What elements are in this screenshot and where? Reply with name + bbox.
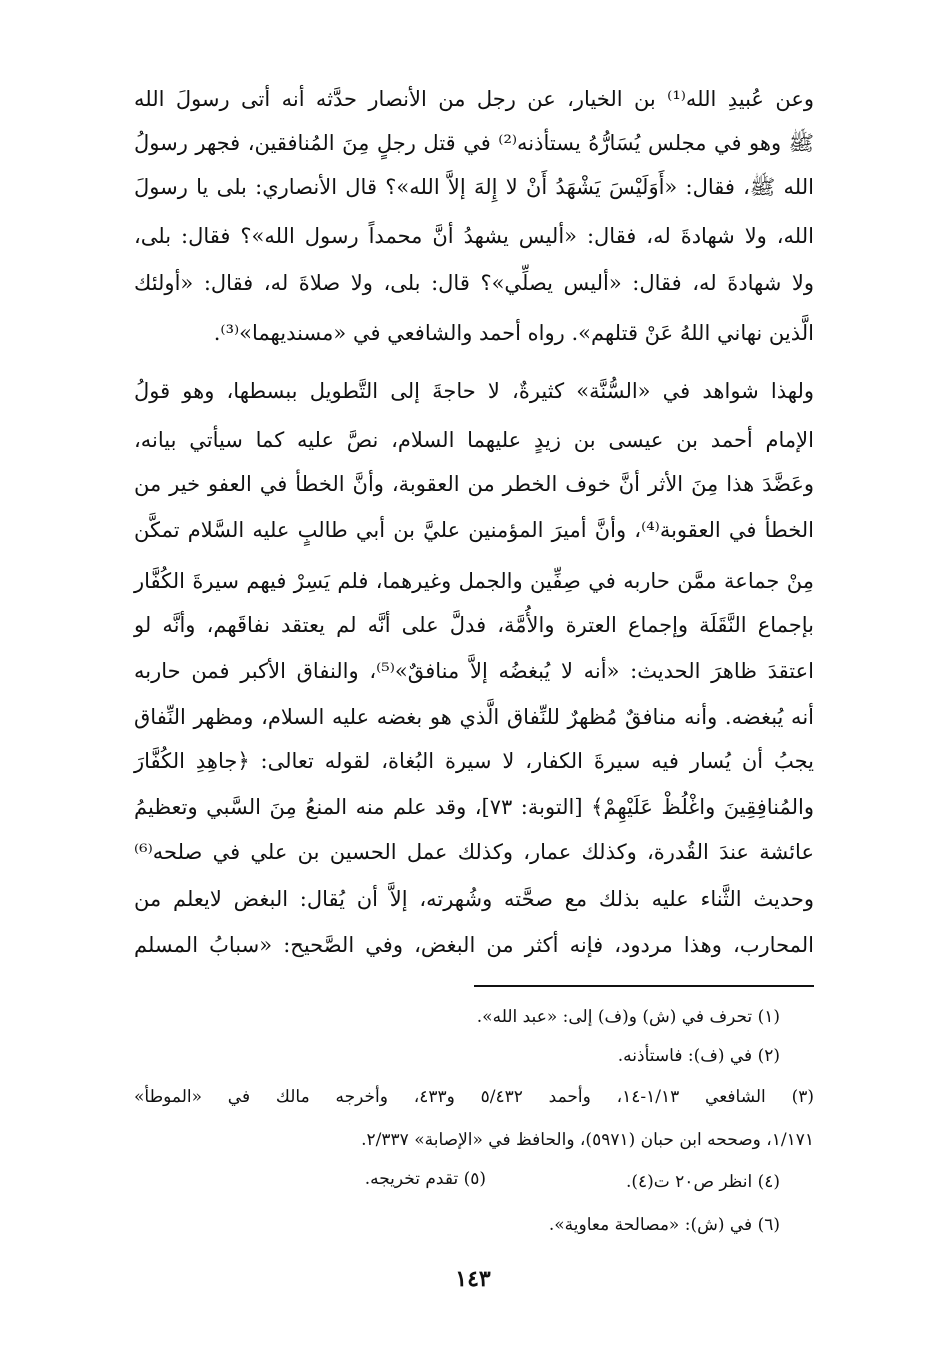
body-line: الإمام أحمد بن عيسى بن زيدٍ عليهما السلام، نصَّ عليه كما سيأتي بيانه، [134, 428, 814, 452]
body-line: اعتقدَ ظاهرَ الحديث: «أنه لا يُبغضُه إلاَّ منافقٌ»⁽⁵⁾، والنفاق الأكبر فمن حاربه [134, 659, 814, 683]
body-line: الله، ولا شهادةَ له، فقال: «أليس يشهدُ أنَّ محمداً رسول الله»؟ فقال: بلى، [134, 224, 814, 248]
body-line: ﷺ وهو في مجلس يُسَارُّهُ يستأذنه⁽²⁾ في قتل رجلٍ مِنَ المُنافقين، فجهر رسولُ [134, 131, 814, 155]
body-line: ولهذا شواهد في «السُّنَّة» كثيرةٌ، لا حاجةَ إلى التَّطويل ببسطها، وهو قولُ [134, 379, 814, 403]
page-number: ١٤٣ [455, 1266, 491, 1292]
body-line: الَّذين نهاني اللهُ عَنْ قتلهم». رواه أحمد والشافعي في «مسنديهما»⁽³⁾. [213, 321, 814, 345]
footnote-1: (١) تحرف في (ش) و(ف) إلى: «عبد الله». [476, 1007, 780, 1027]
footnote-3: (٣) الشافعي ١/١٣-١٤، وأحمد ٥/٤٣٢ و٤٣٣، وأخرجه مالك في «الموطأ» [134, 1087, 814, 1107]
body-line: ولا شهادةَ له، فقال: «أليس يصلِّي»؟ قال: بلى، ولا صلاةَ له، فقال: «أولئك [134, 271, 814, 295]
footnote-separator [474, 985, 814, 987]
footnote-2: (٢) في (ف): فاستأذنه. [617, 1046, 780, 1066]
body-line: بإجماع النَّقَلَة وإجماع العترة والأُمَّة، فدلَّ على أنَّه لم يعتقد نفاقَهم، وأنَّه لو [134, 613, 814, 637]
body-line: عائشة عندَ القُدرة، وكذلك عمار، وكذلك عمل الحسين بن علي في صلحه⁽⁶⁾ [134, 840, 814, 864]
footnote-5: (٥) تقدم تخريجه. [364, 1169, 486, 1189]
body-line: وحديث الثَّناء عليه بذلك مع صحَّته وشُهرته، إلاَّ أن يُقال: البغض لايعلم من [134, 887, 814, 911]
footnote-6: (٦) في (ش): «مصالحة معاوية». [548, 1215, 780, 1235]
body-line: الخطأ في العقوبة⁽⁴⁾، وأنَّ أميرَ المؤمنين عليَّ بن أبي طالبٍ عليه السَّلام تمكَّن [134, 518, 815, 542]
body-line: وعن عُبيدِ الله⁽¹⁾ بن الخيار، عن رجل من الأنصار حدَّثه أنه أتى رسولَ الله [134, 87, 814, 111]
body-line: المحارب، وهذا مردود، فإنه أكثر من البغض، وفي الصَّحيح: «سبابُ المسلم [134, 933, 814, 957]
body-line: وعَضَّدَ هذا مِنَ الأثر أنَّ خوف الخطر من العقوبة، وأنَّ الخطأ في العفو خير من [134, 472, 814, 496]
footnote-3-continued: ١/١٧١، وصححه ابن حبان (٥٩٧١)، والحافظ في «الإصابة» ٢/٣٣٧. [361, 1130, 814, 1150]
body-line: يجبُ أن يُسار فيه سيرةَ الكفار، لا سيرة البُغاة، لقوله تعالى: ﴿جاهِدِ الكُفَّارَ [134, 749, 814, 773]
footnote-4: (٤) انظر ص٢٠ ت(٤). [625, 1172, 780, 1192]
body-line: والمُنافِقِينَ واغْلُظْ عَلَيْهِمْ﴾ [التوبة: ٧٣]، وقد علم منه المنعُ مِنَ السَّبي وتعظيمُ [134, 795, 814, 819]
body-line: أنه يُبغضه. وأنه منافقٌ مُظهرٌ للنِّفاق الَّذي هو بغضه عليه السلام، ومظهر النِّفاق [134, 705, 814, 729]
body-line: الله ﷺ، فقال: «أَوَلَيْسَ يَشْهَدُ أَنْ لا إِلهَ إلاَّ الله»؟ قال الأنصاري: بلى يا رسولَ [134, 175, 814, 199]
body-line: مِنْ جماعة ممَّن حاربه في صِفِّين والجمل وغيرهما، فلم يَسِرْ فيهم سيرةَ الكُفَّار [134, 569, 814, 593]
